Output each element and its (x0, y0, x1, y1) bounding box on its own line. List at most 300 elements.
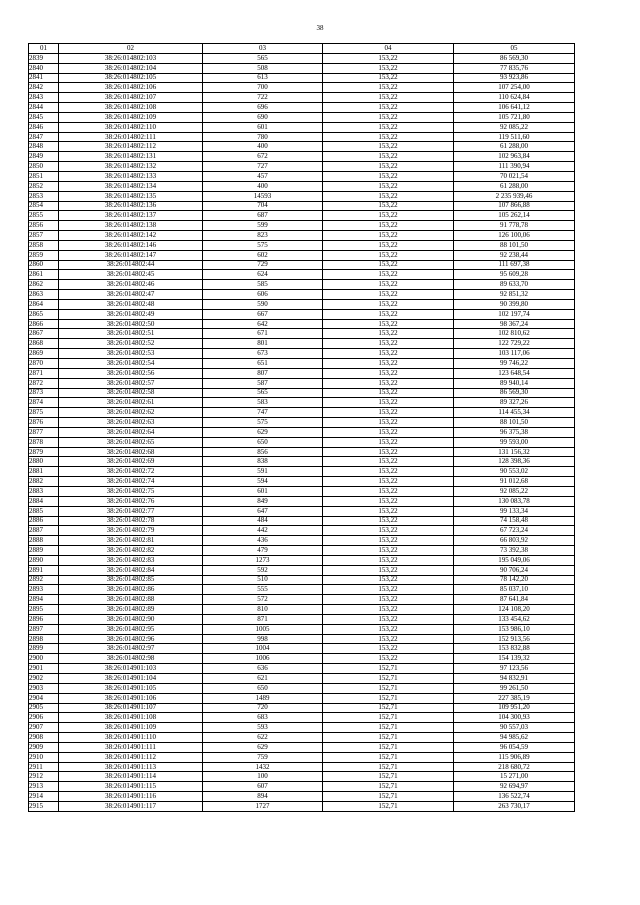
cell-rate: 153,22 (323, 457, 454, 467)
table-row (29, 299, 575, 309)
cell-rate: 153,22 (323, 112, 454, 122)
cell-rate: 152,71 (323, 782, 454, 792)
cell-cadastral-number: 38:26:014802:78 (59, 516, 203, 526)
cell-cadastral-number: 38:26:014802:135 (59, 191, 203, 201)
table-row (29, 605, 575, 615)
table-row (29, 585, 575, 595)
cell-row-number: 2868 (29, 339, 59, 349)
cell-area: 624 (203, 270, 323, 280)
cell-cadastral-number: 38:26:014802:53 (59, 349, 203, 359)
cell-rate: 153,22 (323, 349, 454, 359)
cell-cadastral-number: 38:26:014802:86 (59, 585, 203, 595)
cell-rate: 153,22 (323, 280, 454, 290)
cell-cadastral-number: 38:26:014802:88 (59, 595, 203, 605)
cell-area: 1006 (203, 654, 323, 664)
data-table (28, 43, 575, 812)
cell-area: 720 (203, 703, 323, 713)
cell-cadastral-number: 38:26:014802:105 (59, 73, 203, 83)
cell-rate: 153,22 (323, 496, 454, 506)
cell-rate: 152,71 (323, 733, 454, 743)
cell-amount: 89 940,14 (454, 378, 575, 388)
cell-cadastral-number: 38:26:014901:105 (59, 683, 203, 693)
cell-row-number: 2890 (29, 555, 59, 565)
cell-rate: 153,22 (323, 329, 454, 339)
cell-row-number: 2891 (29, 565, 59, 575)
cell-area: 601 (203, 486, 323, 496)
table-row (29, 614, 575, 624)
cell-cadastral-number: 38:26:014802:74 (59, 477, 203, 487)
cell-row-number: 2906 (29, 713, 59, 723)
cell-cadastral-number: 38:26:014802:75 (59, 486, 203, 496)
cell-cadastral-number: 38:26:014802:89 (59, 605, 203, 615)
cell-rate: 153,22 (323, 152, 454, 162)
cell-row-number: 2852 (29, 181, 59, 191)
cell-area: 555 (203, 585, 323, 595)
table-row (29, 231, 575, 241)
cell-cadastral-number: 38:26:014901:112 (59, 752, 203, 762)
cell-row-number: 2843 (29, 93, 59, 103)
cell-cadastral-number: 38:26:014802:51 (59, 329, 203, 339)
cell-row-number: 2876 (29, 418, 59, 428)
cell-area: 565 (203, 388, 323, 398)
cell-row-number: 2855 (29, 211, 59, 221)
cell-cadastral-number: 38:26:014802:64 (59, 427, 203, 437)
cell-amount: 153 832,88 (454, 644, 575, 654)
cell-amount: 92 085,22 (454, 122, 575, 132)
cell-area: 613 (203, 73, 323, 83)
table-row (29, 132, 575, 142)
table-row (29, 211, 575, 221)
cell-rate: 153,22 (323, 555, 454, 565)
cell-rate: 153,22 (323, 181, 454, 191)
table-row (29, 683, 575, 693)
cell-rate: 153,22 (323, 73, 454, 83)
cell-area: 696 (203, 103, 323, 113)
cell-amount: 96 054,59 (454, 742, 575, 752)
cell-cadastral-number: 38:26:014802:77 (59, 506, 203, 516)
cell-area: 565 (203, 53, 323, 63)
cell-area: 484 (203, 516, 323, 526)
cell-area: 636 (203, 664, 323, 674)
cell-amount: 136 522,74 (454, 792, 575, 802)
cell-area: 849 (203, 496, 323, 506)
cell-amount: 104 300,93 (454, 713, 575, 723)
cell-row-number: 2902 (29, 674, 59, 684)
cell-row-number: 2854 (29, 201, 59, 211)
cell-row-number: 2847 (29, 132, 59, 142)
cell-amount: 99 261,50 (454, 683, 575, 693)
table-row (29, 496, 575, 506)
cell-rate: 153,22 (323, 565, 454, 575)
cell-rate: 152,71 (323, 742, 454, 752)
cell-cadastral-number: 38:26:014802:131 (59, 152, 203, 162)
cell-rate: 152,71 (323, 674, 454, 684)
cell-row-number: 2897 (29, 624, 59, 634)
cell-cadastral-number: 38:26:014802:138 (59, 221, 203, 231)
cell-amount: 94 985,62 (454, 733, 575, 743)
cell-amount: 131 156,32 (454, 447, 575, 457)
table-row (29, 536, 575, 546)
cell-rate: 153,22 (323, 260, 454, 270)
cell-cadastral-number: 38:26:014901:103 (59, 664, 203, 674)
cell-rate: 153,22 (323, 536, 454, 546)
cell-amount: 152 913,56 (454, 634, 575, 644)
cell-area: 436 (203, 536, 323, 546)
cell-cadastral-number: 38:26:014802:83 (59, 555, 203, 565)
cell-rate: 153,22 (323, 359, 454, 369)
cell-cadastral-number: 38:26:014901:110 (59, 733, 203, 743)
table-row (29, 250, 575, 260)
cell-cadastral-number: 38:26:014802:132 (59, 162, 203, 172)
cell-area: 607 (203, 782, 323, 792)
table-row (29, 427, 575, 437)
table-row (29, 801, 575, 811)
cell-area: 647 (203, 506, 323, 516)
cell-amount: 102 963,84 (454, 152, 575, 162)
cell-row-number: 2859 (29, 250, 59, 260)
cell-area: 727 (203, 162, 323, 172)
cell-cadastral-number: 38:26:014802:134 (59, 181, 203, 191)
cell-row-number: 2910 (29, 752, 59, 762)
cell-rate: 153,22 (323, 299, 454, 309)
cell-row-number: 2869 (29, 349, 59, 359)
cell-amount: 89 633,70 (454, 280, 575, 290)
cell-amount: 154 139,32 (454, 654, 575, 664)
cell-row-number: 2911 (29, 762, 59, 772)
cell-area: 729 (203, 260, 323, 270)
cell-area: 606 (203, 290, 323, 300)
cell-rate: 153,22 (323, 290, 454, 300)
table-row (29, 575, 575, 585)
table-row (29, 595, 575, 605)
cell-rate: 153,22 (323, 221, 454, 231)
cell-rate: 153,22 (323, 418, 454, 428)
cell-amount: 124 108,20 (454, 605, 575, 615)
cell-row-number: 2896 (29, 614, 59, 624)
cell-row-number: 2900 (29, 654, 59, 664)
cell-area: 629 (203, 742, 323, 752)
cell-row-number: 2862 (29, 280, 59, 290)
cell-area: 592 (203, 565, 323, 575)
cell-rate: 153,22 (323, 486, 454, 496)
cell-rate: 152,71 (323, 683, 454, 693)
cell-area: 672 (203, 152, 323, 162)
cell-cadastral-number: 38:26:014901:116 (59, 792, 203, 802)
cell-cadastral-number: 38:26:014802:49 (59, 309, 203, 319)
cell-amount: 86 569,30 (454, 388, 575, 398)
cell-row-number: 2905 (29, 703, 59, 713)
cell-rate: 152,71 (323, 723, 454, 733)
cell-rate: 153,22 (323, 526, 454, 536)
cell-amount: 111 697,38 (454, 260, 575, 270)
cell-amount: 99 593,00 (454, 437, 575, 447)
column-header-02: 02 (59, 44, 203, 54)
table-row (29, 713, 575, 723)
cell-amount: 61 288,00 (454, 142, 575, 152)
cell-amount: 106 641,12 (454, 103, 575, 113)
cell-amount: 130 083,78 (454, 496, 575, 506)
cell-row-number: 2841 (29, 73, 59, 83)
table-row (29, 398, 575, 408)
cell-rate: 153,22 (323, 506, 454, 516)
cell-rate: 153,22 (323, 63, 454, 73)
table-row (29, 191, 575, 201)
cell-row-number: 2871 (29, 368, 59, 378)
cell-amount: 74 158,48 (454, 516, 575, 526)
cell-row-number: 2885 (29, 506, 59, 516)
table-row (29, 437, 575, 447)
cell-cadastral-number: 38:26:014802:62 (59, 408, 203, 418)
table-row (29, 368, 575, 378)
cell-rate: 152,71 (323, 664, 454, 674)
table-row (29, 526, 575, 536)
cell-area: 590 (203, 299, 323, 309)
cell-row-number: 2858 (29, 240, 59, 250)
table-row (29, 752, 575, 762)
column-header-03: 03 (203, 44, 323, 54)
cell-area: 704 (203, 201, 323, 211)
cell-cadastral-number: 38:26:014802:133 (59, 171, 203, 181)
cell-row-number: 2886 (29, 516, 59, 526)
cell-area: 400 (203, 142, 323, 152)
cell-rate: 153,22 (323, 654, 454, 664)
cell-area: 587 (203, 378, 323, 388)
cell-cadastral-number: 38:26:014802:68 (59, 447, 203, 457)
table-row (29, 644, 575, 654)
cell-amount: 2 235 939,46 (454, 191, 575, 201)
cell-amount: 77 835,76 (454, 63, 575, 73)
cell-row-number: 2894 (29, 595, 59, 605)
cell-rate: 153,22 (323, 211, 454, 221)
cell-row-number: 2883 (29, 486, 59, 496)
cell-rate: 153,22 (323, 103, 454, 113)
cell-rate: 153,22 (323, 93, 454, 103)
cell-rate: 153,22 (323, 142, 454, 152)
cell-rate: 153,22 (323, 171, 454, 181)
cell-area: 642 (203, 319, 323, 329)
table-row (29, 359, 575, 369)
header-row (29, 44, 575, 54)
table-row (29, 280, 575, 290)
cell-rate: 153,22 (323, 575, 454, 585)
cell-amount: 61 288,00 (454, 181, 575, 191)
cell-row-number: 2913 (29, 782, 59, 792)
table-row (29, 240, 575, 250)
cell-rate: 152,71 (323, 693, 454, 703)
table-row (29, 122, 575, 132)
cell-area: 575 (203, 418, 323, 428)
table-row (29, 349, 575, 359)
cell-amount: 107 866,88 (454, 201, 575, 211)
cell-rate: 153,22 (323, 368, 454, 378)
cell-row-number: 2860 (29, 260, 59, 270)
cell-row-number: 2892 (29, 575, 59, 585)
table-row (29, 260, 575, 270)
cell-amount: 110 624,84 (454, 93, 575, 103)
table-row (29, 290, 575, 300)
cell-rate: 153,22 (323, 467, 454, 477)
cell-area: 1432 (203, 762, 323, 772)
cell-row-number: 2898 (29, 634, 59, 644)
cell-row-number: 2844 (29, 103, 59, 113)
cell-row-number: 2888 (29, 536, 59, 546)
cell-amount: 70 021,54 (454, 171, 575, 181)
cell-area: 780 (203, 132, 323, 142)
cell-area: 671 (203, 329, 323, 339)
cell-cadastral-number: 38:26:014802:72 (59, 467, 203, 477)
cell-cadastral-number: 38:26:014802:98 (59, 654, 203, 664)
table-row (29, 506, 575, 516)
cell-rate: 152,71 (323, 713, 454, 723)
cell-row-number: 2850 (29, 162, 59, 172)
cell-row-number: 2882 (29, 477, 59, 487)
table-row (29, 654, 575, 664)
cell-area: 572 (203, 595, 323, 605)
cell-row-number: 2887 (29, 526, 59, 536)
table-row (29, 477, 575, 487)
cell-amount: 126 100,06 (454, 231, 575, 241)
cell-area: 759 (203, 752, 323, 762)
cell-rate: 153,22 (323, 447, 454, 457)
cell-area: 622 (203, 733, 323, 743)
cell-cadastral-number: 38:26:014901:117 (59, 801, 203, 811)
cell-amount: 90 399,80 (454, 299, 575, 309)
cell-area: 510 (203, 575, 323, 585)
table-row (29, 634, 575, 644)
cell-rate: 153,22 (323, 388, 454, 398)
table-row (29, 270, 575, 280)
cell-row-number: 2861 (29, 270, 59, 280)
cell-rate: 153,22 (323, 516, 454, 526)
cell-area: 14593 (203, 191, 323, 201)
cell-area: 629 (203, 427, 323, 437)
cell-amount: 73 392,38 (454, 546, 575, 556)
cell-area: 594 (203, 477, 323, 487)
cell-row-number: 2849 (29, 152, 59, 162)
cell-rate: 153,22 (323, 477, 454, 487)
cell-area: 583 (203, 398, 323, 408)
cell-row-number: 2884 (29, 496, 59, 506)
cell-rate: 152,71 (323, 792, 454, 802)
table-row (29, 339, 575, 349)
table-row (29, 162, 575, 172)
table-row (29, 447, 575, 457)
table-row (29, 703, 575, 713)
cell-area: 457 (203, 171, 323, 181)
cell-area: 593 (203, 723, 323, 733)
cell-area: 801 (203, 339, 323, 349)
cell-row-number: 2909 (29, 742, 59, 752)
cell-cadastral-number: 38:26:014802:147 (59, 250, 203, 260)
cell-row-number: 2901 (29, 664, 59, 674)
cell-cadastral-number: 38:26:014901:109 (59, 723, 203, 733)
cell-row-number: 2842 (29, 83, 59, 93)
cell-cadastral-number: 38:26:014802:137 (59, 211, 203, 221)
cell-cadastral-number: 38:26:014802:45 (59, 270, 203, 280)
cell-amount: 87 641,84 (454, 595, 575, 605)
table-row (29, 418, 575, 428)
cell-cadastral-number: 38:26:014802:57 (59, 378, 203, 388)
table-row (29, 378, 575, 388)
cell-area: 687 (203, 211, 323, 221)
cell-rate: 153,22 (323, 546, 454, 556)
cell-row-number: 2875 (29, 408, 59, 418)
cell-rate: 153,22 (323, 309, 454, 319)
cell-cadastral-number: 38:26:014802:136 (59, 201, 203, 211)
cell-cadastral-number: 38:26:014802:82 (59, 546, 203, 556)
cell-cadastral-number: 38:26:014802:69 (59, 457, 203, 467)
cell-cadastral-number: 38:26:014802:97 (59, 644, 203, 654)
cell-row-number: 2848 (29, 142, 59, 152)
cell-amount: 99 746,22 (454, 359, 575, 369)
cell-area: 998 (203, 634, 323, 644)
cell-cadastral-number: 38:26:014802:103 (59, 53, 203, 63)
cell-rate: 153,22 (323, 319, 454, 329)
cell-cadastral-number: 38:26:014802:65 (59, 437, 203, 447)
cell-amount: 92 238,44 (454, 250, 575, 260)
cell-area: 747 (203, 408, 323, 418)
cell-rate: 152,71 (323, 762, 454, 772)
cell-area: 479 (203, 546, 323, 556)
cell-cadastral-number: 38:26:014802:50 (59, 319, 203, 329)
cell-rate: 153,22 (323, 162, 454, 172)
cell-cadastral-number: 38:26:014802:96 (59, 634, 203, 644)
page-number: 38 (316, 24, 324, 32)
cell-cadastral-number: 38:26:014802:54 (59, 359, 203, 369)
table-row (29, 723, 575, 733)
cell-rate: 153,22 (323, 585, 454, 595)
cell-amount: 93 923,86 (454, 73, 575, 83)
cell-cadastral-number: 38:26:014802:44 (59, 260, 203, 270)
table-row (29, 782, 575, 792)
cell-cadastral-number: 38:26:014901:106 (59, 693, 203, 703)
cell-area: 400 (203, 181, 323, 191)
cell-cadastral-number: 38:26:014802:111 (59, 132, 203, 142)
cell-amount: 102 810,62 (454, 329, 575, 339)
cell-cadastral-number: 38:26:014901:114 (59, 772, 203, 782)
cell-area: 894 (203, 792, 323, 802)
cell-area: 673 (203, 349, 323, 359)
cell-rate: 153,22 (323, 201, 454, 211)
cell-area: 100 (203, 772, 323, 782)
cell-area: 591 (203, 467, 323, 477)
cell-rate: 153,22 (323, 595, 454, 605)
cell-rate: 153,22 (323, 132, 454, 142)
cell-cadastral-number: 38:26:014802:63 (59, 418, 203, 428)
cell-amount: 115 906,89 (454, 752, 575, 762)
cell-rate: 152,71 (323, 801, 454, 811)
table-row (29, 221, 575, 231)
cell-area: 810 (203, 605, 323, 615)
cell-cadastral-number: 38:26:014802:90 (59, 614, 203, 624)
table-row (29, 693, 575, 703)
cell-cadastral-number: 38:26:014901:111 (59, 742, 203, 752)
cell-rate: 153,22 (323, 614, 454, 624)
cell-area: 1727 (203, 801, 323, 811)
cell-area: 1004 (203, 644, 323, 654)
cell-row-number: 2914 (29, 792, 59, 802)
cell-cadastral-number: 38:26:014901:115 (59, 782, 203, 792)
cell-row-number: 2912 (29, 772, 59, 782)
table-row (29, 486, 575, 496)
cell-amount: 153 986,10 (454, 624, 575, 634)
cell-amount: 91 012,68 (454, 477, 575, 487)
table-row (29, 772, 575, 782)
cell-area: 1273 (203, 555, 323, 565)
cell-amount: 92 085,22 (454, 486, 575, 496)
cell-area: 1005 (203, 624, 323, 634)
column-header-05: 05 (454, 44, 575, 54)
